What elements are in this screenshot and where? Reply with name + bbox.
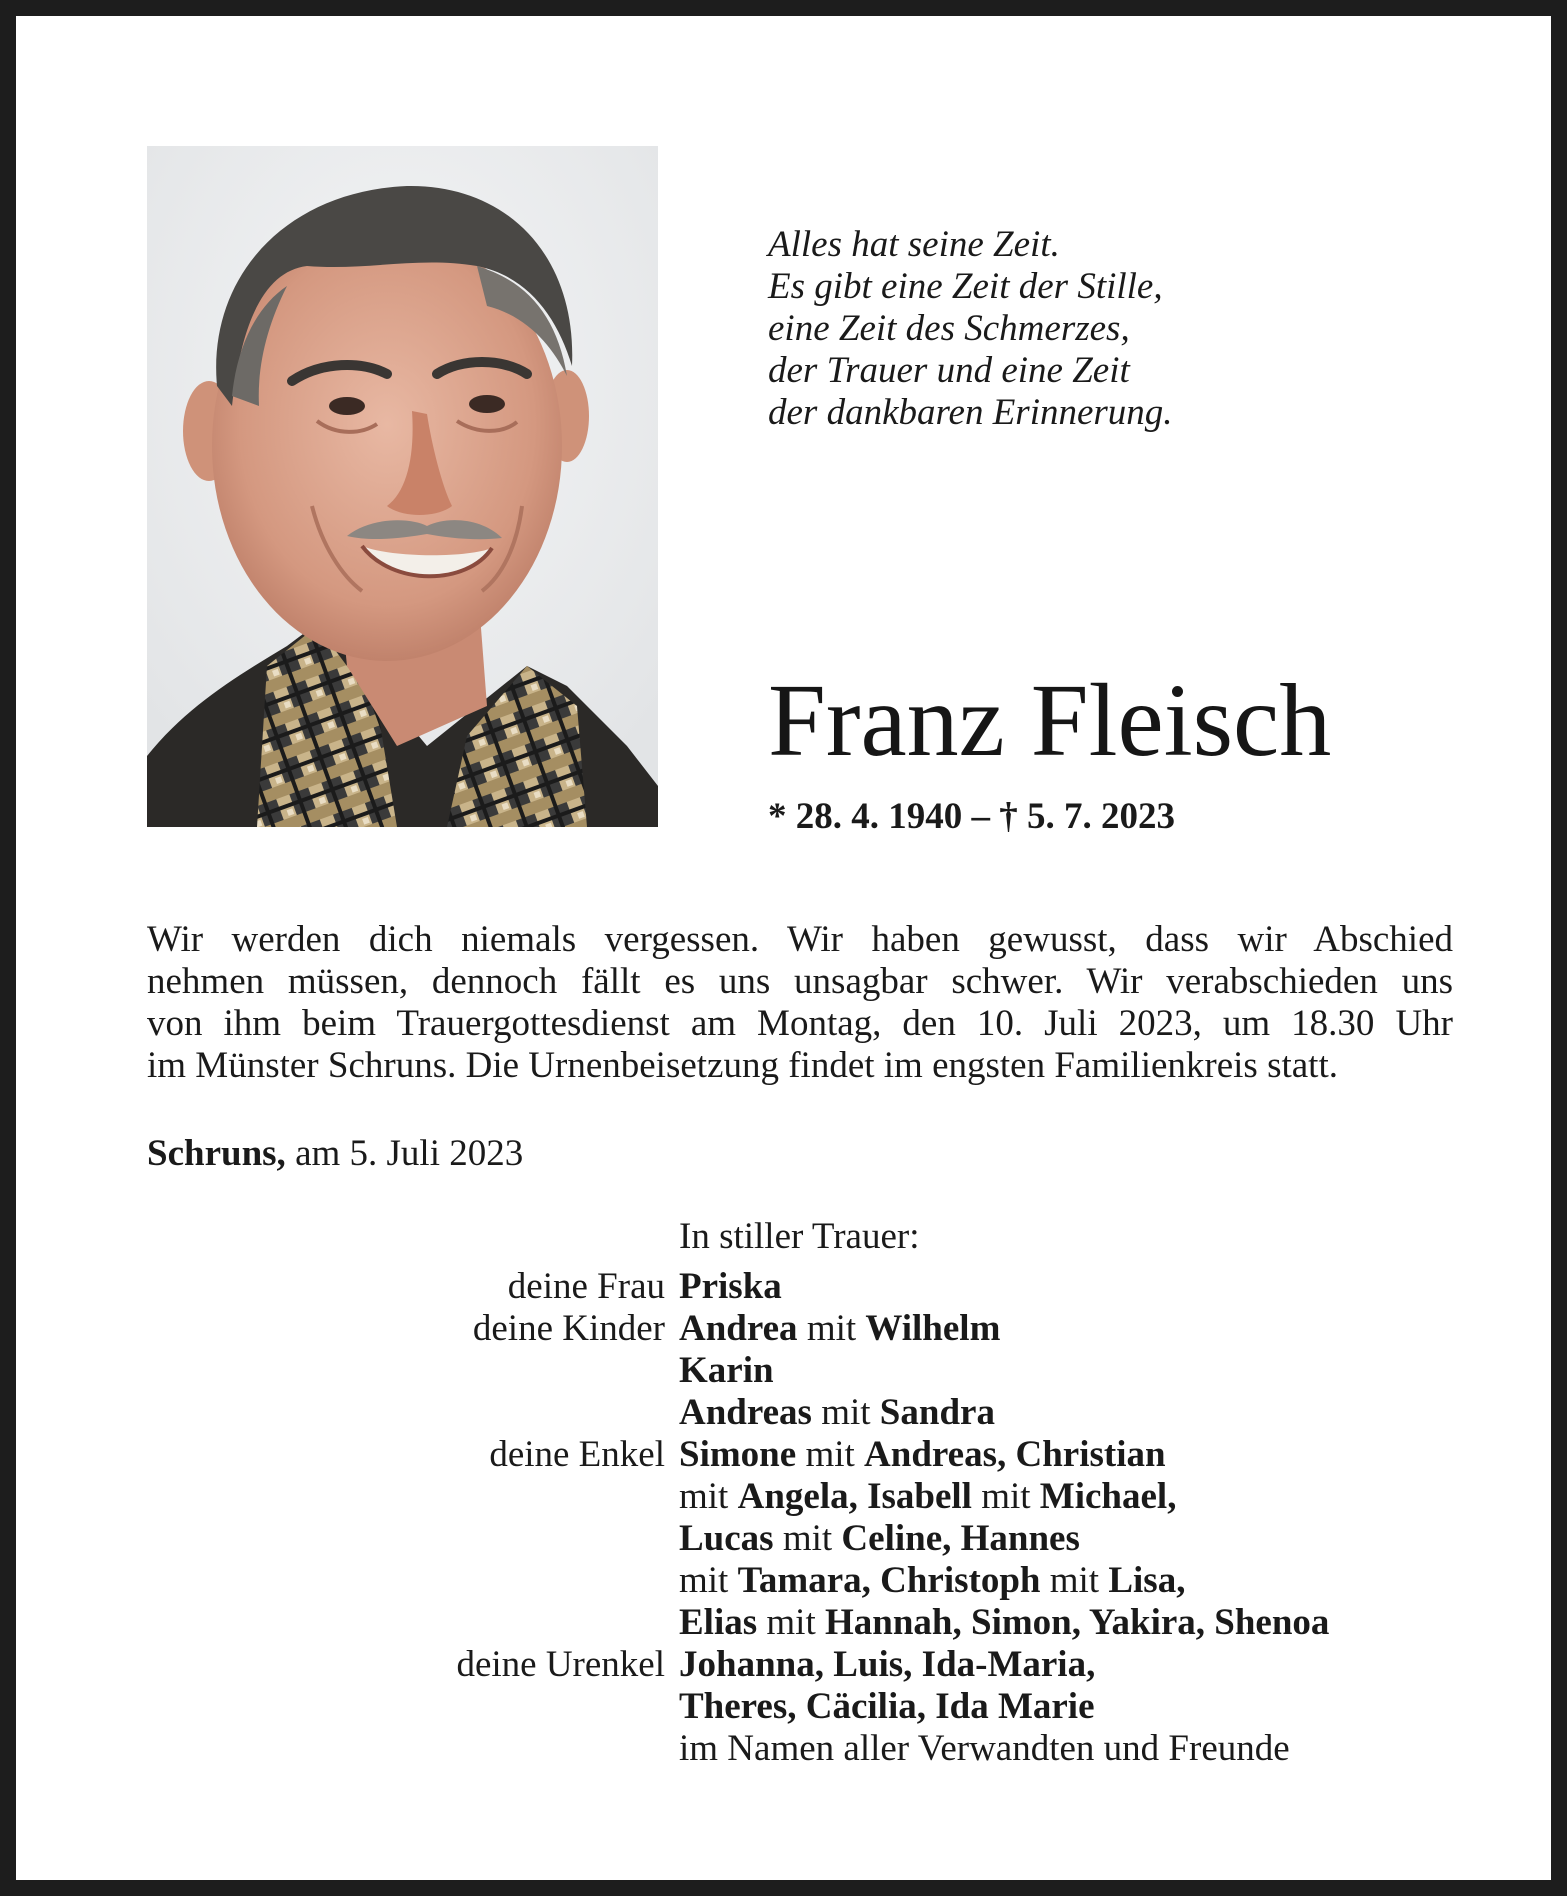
mourner-name: Theres, Cäcilia, Ida Marie	[679, 1686, 1095, 1727]
mourner-name: Karin	[679, 1350, 774, 1391]
mourner-row	[16, 1434, 1567, 1476]
mourner-row	[16, 1686, 1567, 1728]
connector-text: mit	[971, 1476, 1040, 1517]
mourner-row	[16, 1476, 1567, 1518]
mourner-row	[16, 1644, 1567, 1686]
motto-line: Es gibt eine Zeit der Stille,	[768, 266, 1163, 307]
mourners-list	[16, 1266, 1567, 1770]
relation-label: deine Enkel	[489, 1434, 665, 1475]
mourner-name: Andreas	[679, 1392, 812, 1433]
paragraph-line: von ihm beim Trauergottesdienst am Montag, den 10. Juli 2023, um 18.30 Uhr	[147, 1003, 1453, 1044]
connector-text: mit	[1040, 1560, 1109, 1601]
motto-line: Alles hat seine Zeit.	[768, 224, 1060, 265]
connector-text: mit	[679, 1560, 738, 1601]
motto-line: der Trauer und eine Zeit	[768, 350, 1130, 391]
mourner-names	[679, 1518, 1080, 1560]
mourner-names	[679, 1644, 1095, 1686]
mourners-heading: In stiller Trauer:	[679, 1216, 920, 1257]
connector-text: im Namen aller Verwandten und Freunde	[679, 1728, 1290, 1769]
connector-text: mit	[797, 1308, 866, 1349]
mourner-names	[679, 1434, 1166, 1476]
mourner-name: Andrea	[679, 1308, 798, 1349]
mourner-name: Wilhelm	[865, 1308, 1001, 1349]
mourner-names	[679, 1560, 1185, 1602]
connector-text: mit	[811, 1392, 880, 1433]
mourner-names	[679, 1266, 782, 1308]
mourner-name: Michael,	[1039, 1476, 1177, 1517]
portrait-photo	[147, 146, 658, 827]
mourner-name: Elias	[679, 1602, 758, 1643]
mourner-row	[16, 1392, 1567, 1434]
relation-label: deine Frau	[507, 1266, 665, 1307]
mourner-row	[16, 1560, 1567, 1602]
mourner-name: Sandra	[879, 1392, 995, 1433]
announcement-text	[147, 919, 1453, 1087]
mourner-names	[679, 1686, 1095, 1728]
connector-text: mit	[679, 1476, 738, 1517]
relation-label: deine Kinder	[472, 1308, 665, 1349]
relation-label: deine Urenkel	[456, 1644, 665, 1685]
mourner-row	[16, 1518, 1567, 1560]
mourner-name: Lucas	[679, 1518, 774, 1559]
place-date: am 5. Juli 2023	[285, 1133, 524, 1174]
place-and-date	[147, 1131, 523, 1177]
deceased-name: Franz Fleisch	[768, 663, 1332, 778]
mourner-name: Simone	[679, 1434, 797, 1475]
connector-text: mit	[796, 1434, 865, 1475]
life-dates: * 28. 4. 1940 – † 5. 7. 2023	[768, 796, 1175, 837]
mourner-name: Tamara, Christoph	[737, 1560, 1041, 1601]
mourner-names	[679, 1392, 995, 1434]
mourner-name: Andreas, Christian	[864, 1434, 1166, 1475]
connector-text: mit	[757, 1602, 825, 1643]
paragraph-line: im Münster Schruns. Die Urnenbeisetzung findet im engsten Familienkreis statt.	[147, 1045, 1338, 1086]
mourner-name: Lisa,	[1108, 1560, 1186, 1601]
mourner-names	[679, 1728, 1290, 1770]
connector-text: mit	[773, 1518, 842, 1559]
paragraph-line: Wir werden dich niemals vergessen. Wir haben gewusst, dass wir Abschied	[147, 919, 1453, 960]
motto-verse	[768, 224, 1173, 434]
mourner-name: Hannah, Simon, Yakira, Shenoa	[824, 1602, 1330, 1643]
mourner-names	[679, 1476, 1176, 1518]
mourner-name: Johanna, Luis, Ida-Maria,	[679, 1644, 1096, 1685]
mourner-name: Priska	[679, 1266, 782, 1307]
mourner-row	[16, 1308, 1567, 1350]
motto-line: eine Zeit des Schmerzes,	[768, 308, 1130, 349]
mourner-name: Angela, Isabell	[737, 1476, 972, 1517]
mourner-names	[679, 1350, 774, 1392]
mourner-row	[16, 1266, 1567, 1308]
mourner-names	[679, 1602, 1329, 1644]
motto-line: der dankbaren Erinnerung.	[768, 392, 1173, 433]
mourner-row	[16, 1350, 1567, 1392]
mourner-row	[16, 1602, 1567, 1644]
paragraph-line: nehmen müssen, dennoch fällt es uns unsagbar schwer. Wir verabschieden uns	[147, 961, 1453, 1002]
mourner-row	[16, 1728, 1567, 1770]
mourner-names	[679, 1308, 1000, 1350]
mourner-name: Celine, Hannes	[841, 1518, 1080, 1559]
place-town: Schruns,	[147, 1133, 286, 1174]
